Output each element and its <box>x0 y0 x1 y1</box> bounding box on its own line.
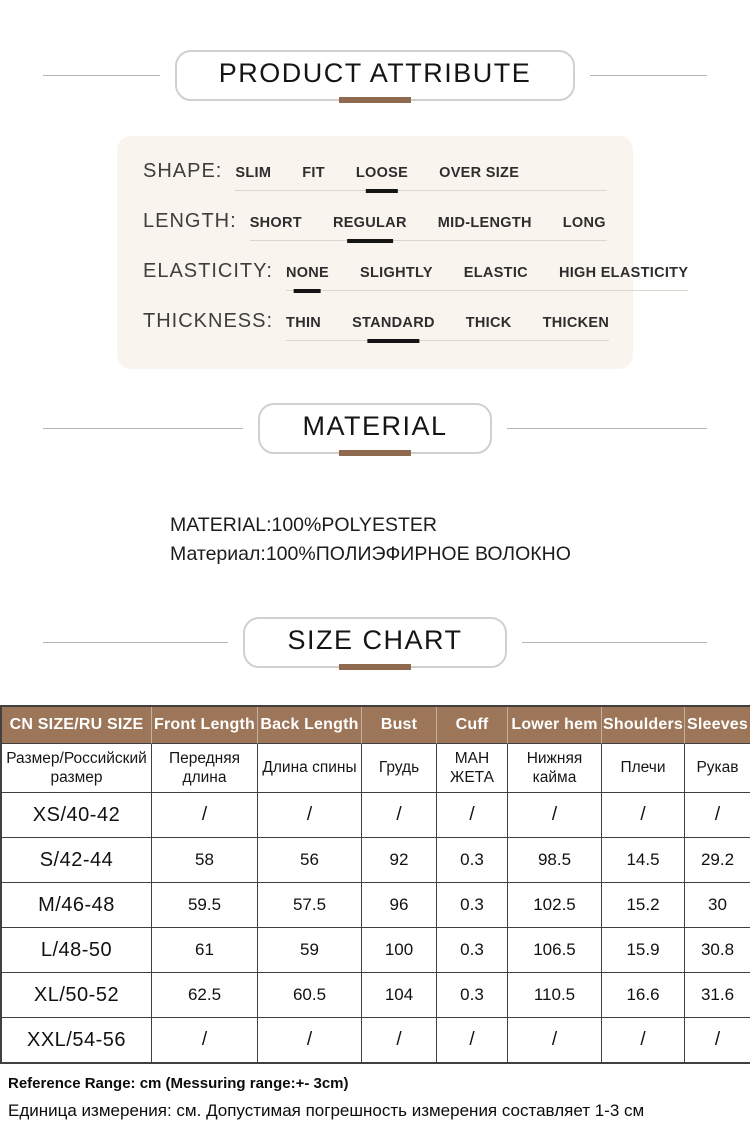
measurement-notes <box>8 1075 750 1121</box>
value-cell: 31.6 <box>685 973 750 1018</box>
value-cell: / <box>508 1018 602 1062</box>
attribute-label: SHAPE: <box>143 160 223 182</box>
size-name-cell: XXL/54-56 <box>2 1018 152 1062</box>
value-cell: 96 <box>362 883 437 928</box>
value-cell: / <box>602 793 685 838</box>
column-header-en: Bust <box>362 707 437 744</box>
attribute-option-selected: REGULAR <box>332 215 407 231</box>
attribute-options <box>286 265 688 291</box>
size-row <box>2 1018 750 1062</box>
header-underline-bar <box>339 450 411 456</box>
header-box <box>175 50 576 101</box>
attribute-row <box>143 160 607 191</box>
value-cell: / <box>602 1018 685 1062</box>
attribute-row <box>143 310 610 341</box>
attribute-option-selected: LOOSE <box>355 165 409 181</box>
value-cell: 29.2 <box>685 838 750 883</box>
attribute-option: THICK <box>465 315 512 331</box>
value-cell: / <box>362 1018 437 1062</box>
size-chart-header <box>43 617 707 668</box>
attribute-options <box>286 315 609 341</box>
material-text-block <box>170 511 750 569</box>
column-header-ru: Рукав <box>685 744 750 793</box>
attribute-option: LONG <box>562 215 606 231</box>
header-box <box>243 617 506 668</box>
value-cell: 56 <box>258 838 362 883</box>
column-header-en: Front Length <box>152 707 258 744</box>
attribute-option: THIN <box>286 315 322 331</box>
section-title: SIZE CHART <box>287 625 463 655</box>
value-cell: 98.5 <box>508 838 602 883</box>
value-cell: 62.5 <box>152 973 258 1018</box>
size-row <box>2 838 750 883</box>
attribute-option: THICKEN <box>542 315 610 331</box>
size-name-cell: L/48-50 <box>2 928 152 973</box>
attribute-option: FIT <box>302 165 325 181</box>
value-cell: 57.5 <box>258 883 362 928</box>
attribute-option: MID-LENGTH <box>437 215 532 231</box>
header-box <box>258 403 491 454</box>
value-cell: / <box>685 793 750 838</box>
value-cell: 30 <box>685 883 750 928</box>
attribute-row <box>143 260 689 291</box>
column-header-en: Shoulders <box>602 707 685 744</box>
value-cell: / <box>152 793 258 838</box>
value-cell: / <box>437 793 508 838</box>
value-cell: 0.3 <box>437 973 508 1018</box>
size-name-cell: XS/40-42 <box>2 793 152 838</box>
material-header <box>43 403 707 454</box>
header-line-right <box>590 75 707 76</box>
reference-range-en: Reference Range: cm (Messuring range:+- 3cm) <box>8 1075 349 1092</box>
value-cell: 61 <box>152 928 258 973</box>
size-table-header-en <box>2 707 750 744</box>
attribute-option: ELASTIC <box>463 265 528 281</box>
column-header-ru: Нижняя кайма <box>508 744 602 793</box>
attribute-option-selected: STANDARD <box>352 315 435 331</box>
material-line-ru: Материал:100%ПОЛИЭФИРНОЕ ВОЛОКНО <box>170 543 571 565</box>
value-cell: 100 <box>362 928 437 973</box>
attribute-option: SLIM <box>235 165 272 181</box>
product-attribute-header <box>43 0 707 101</box>
value-cell: 15.9 <box>602 928 685 973</box>
attribute-option: SLIGHTLY <box>360 265 433 281</box>
header-line-left <box>43 75 160 76</box>
value-cell: 15.2 <box>602 883 685 928</box>
value-cell: / <box>362 793 437 838</box>
header-line-left <box>43 428 243 429</box>
attribute-option: SHORT <box>249 215 302 231</box>
value-cell: 110.5 <box>508 973 602 1018</box>
attribute-options <box>235 165 607 191</box>
size-row <box>2 883 750 928</box>
value-cell: 92 <box>362 838 437 883</box>
value-cell: 30.8 <box>685 928 750 973</box>
column-header-ru: Длина спины <box>258 744 362 793</box>
material-line-en: MATERIAL:100%POLYESTER <box>170 514 437 536</box>
attribute-option-selected: NONE <box>285 265 330 281</box>
value-cell: 0.3 <box>437 928 508 973</box>
header-line-right <box>522 642 707 643</box>
reference-range-ru: Единица измерения: см. Допустимая погрешность измерения составляет 1-3 см <box>8 1101 645 1120</box>
size-chart-table <box>0 705 750 1064</box>
size-name-cell: M/46-48 <box>2 883 152 928</box>
header-line-left <box>43 642 228 643</box>
column-header-ru: Размер/Российский размер <box>2 744 152 793</box>
header-underline-bar <box>339 664 411 670</box>
value-cell: / <box>508 793 602 838</box>
value-cell: / <box>258 1018 362 1062</box>
value-cell: 58 <box>152 838 258 883</box>
size-table-header-ru <box>2 744 750 793</box>
column-header-en: Cuff <box>437 707 508 744</box>
section-title: MATERIAL <box>302 411 448 441</box>
value-cell: 102.5 <box>508 883 602 928</box>
column-header-en: Lower hem <box>508 707 602 744</box>
attribute-option: HIGH ELASTICITY <box>558 265 689 281</box>
attribute-label: ELASTICITY: <box>143 260 273 282</box>
value-cell: 106.5 <box>508 928 602 973</box>
column-header-ru: Передняя длина <box>152 744 258 793</box>
page-title: PRODUCT ATTRIBUTE <box>218 58 532 88</box>
value-cell: 59.5 <box>152 883 258 928</box>
value-cell: 0.3 <box>437 838 508 883</box>
value-cell: 16.6 <box>602 973 685 1018</box>
attribute-label: LENGTH: <box>143 210 237 232</box>
size-table-body <box>2 793 750 1062</box>
size-row <box>2 973 750 1018</box>
size-name-cell: XL/50-52 <box>2 973 152 1018</box>
value-cell: 14.5 <box>602 838 685 883</box>
value-cell: / <box>258 793 362 838</box>
attribute-box <box>117 136 689 369</box>
column-header-ru: МАН ЖЕТА <box>437 744 508 793</box>
attribute-row <box>143 210 607 241</box>
size-row <box>2 793 750 838</box>
size-name-cell: S/42-44 <box>2 838 152 883</box>
value-cell: / <box>437 1018 508 1062</box>
value-cell: / <box>685 1018 750 1062</box>
column-header-en: CN SIZE/RU SIZE <box>2 707 152 744</box>
column-header-ru: Плечи <box>602 744 685 793</box>
attribute-options <box>250 215 607 241</box>
size-row <box>2 928 750 973</box>
value-cell: 104 <box>362 973 437 1018</box>
column-header-en: Sleeves <box>685 707 750 744</box>
column-header-ru: Грудь <box>362 744 437 793</box>
attribute-label: THICKNESS: <box>143 310 274 332</box>
value-cell: / <box>152 1018 258 1062</box>
value-cell: 60.5 <box>258 973 362 1018</box>
attribute-option: OVER SIZE <box>439 165 520 181</box>
value-cell: 59 <box>258 928 362 973</box>
header-line-right <box>507 428 707 429</box>
value-cell: 0.3 <box>437 883 508 928</box>
header-underline-bar <box>339 97 411 103</box>
column-header-en: Back Length <box>258 707 362 744</box>
